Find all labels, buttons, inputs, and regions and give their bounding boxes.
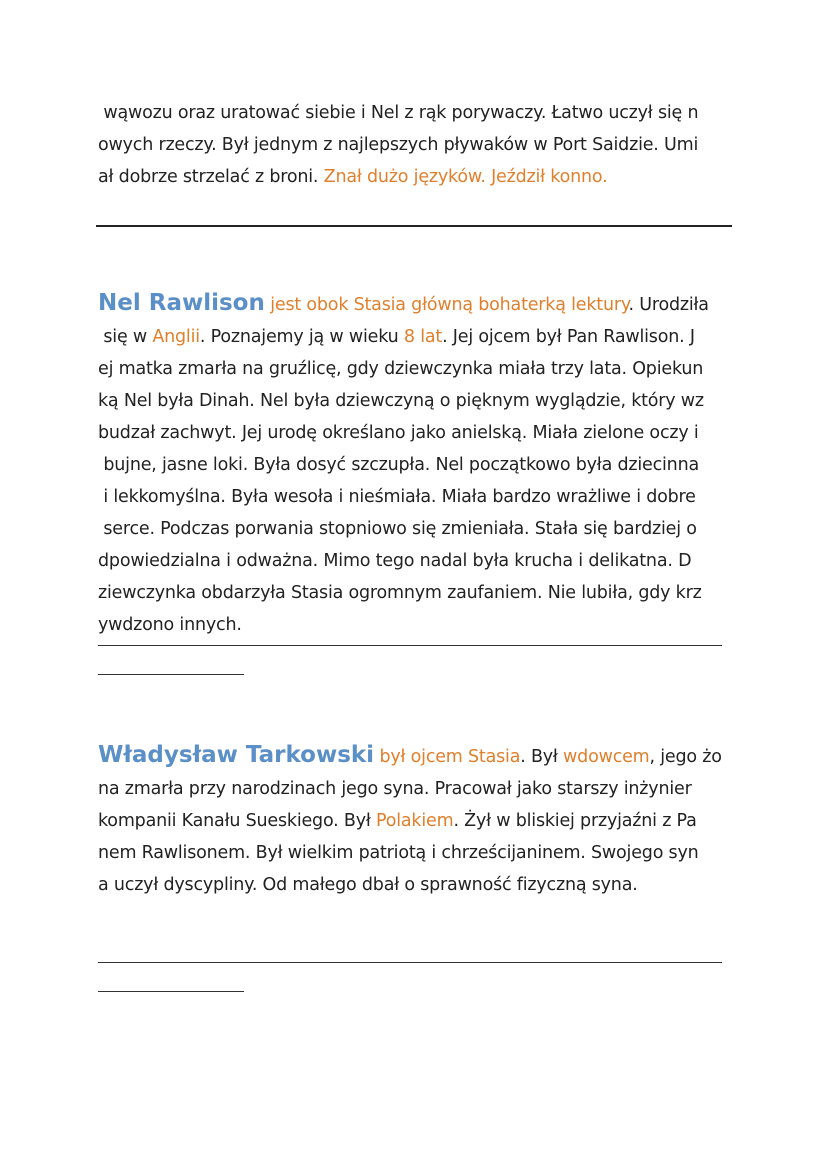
text-line: ał dobrze strzelać z broni. Znał dużo języków. Jeździł konno. (98, 167, 608, 187)
text-line: ej matka zmarła na gruźlicę, gdy dziewczynka miała trzy lata. Opiekun (98, 359, 704, 379)
text-line: bujne, jasne loki. Była dosyć szczupła. Nel początkowo była dziecinna (98, 455, 699, 475)
highlight-text: Znał dużo języków. Jeździł konno. (323, 167, 608, 187)
text-line: ziewczynka obdarzyła Stasia ogromnym zaufaniem. Nie lubiła, gdy krz (98, 583, 702, 603)
text-line: nem Rawlisonem. Był wielkim patriotą i chrześcijaninem. Swojego syn (98, 843, 699, 863)
text-line: Nel Rawlison jest obok Stasia główną bohaterką lektury. Urodziła (98, 290, 709, 316)
answer-line (98, 962, 722, 963)
answer-line (98, 991, 244, 992)
text-line: wąwozu oraz uratować siebie i Nel z rąk porywaczy. Łatwo uczył się n (98, 103, 699, 123)
text-line: ką Nel była Dinah. Nel była dziewczyną o pięknym wyglądzie, który wz (98, 391, 704, 411)
highlight-text: był ojcem Stasia (379, 747, 521, 767)
section-divider (96, 225, 732, 227)
text-line: kompanii Kanału Sueskiego. Był Polakiem. Żył w bliskiej przyjaźni z Pa (98, 811, 697, 831)
text-line: ywdzono innych. (98, 615, 242, 635)
highlight-text: Anglii (152, 327, 200, 347)
text-line: na zmarła przy narodzinach jego syna. Pracował jako starszy inżynier (98, 779, 692, 799)
text-line: się w Anglii. Poznajemy ją w wieku 8 lat. Jej ojcem był Pan Rawlison. J (98, 327, 695, 347)
text-line: a uczył dyscypliny. Od małego dbał o sprawność fizyczną syna. (98, 875, 638, 895)
nel-paragraph (98, 287, 738, 641)
text-line: serce. Podczas porwania stopniowo się zmieniała. Stała się bardziej o (98, 519, 697, 539)
text-line: i lekkomyślna. Była wesoła i nieśmiała. Miała bardzo wrażliwe i dobre (98, 487, 696, 507)
text-line: dpowiedzialna i odważna. Mimo tego nadal była krucha i delikatna. D (98, 551, 692, 571)
answer-line (98, 645, 722, 646)
highlight-text: Polakiem (376, 811, 454, 831)
highlight-text: jest obok Stasia główną bohaterką lektury (264, 295, 629, 315)
text-line: Władysław Tarkowski był ojcem Stasia. Był wdowcem, jego żo (98, 742, 722, 768)
character-name: Władysław Tarkowski (98, 742, 375, 768)
text-line: owych rzeczy. Był jednym z najlepszych pływaków w Port Saidzie. Umi (98, 135, 699, 155)
character-name: Nel Rawlison (98, 290, 265, 316)
wladyslaw-paragraph (98, 739, 738, 901)
highlight-text: wdowcem (563, 747, 650, 767)
intro-paragraph (98, 97, 738, 193)
highlight-text: 8 lat (403, 327, 443, 347)
text-line: budzał zachwyt. Jej urodę określano jako anielską. Miała zielone oczy i (98, 423, 699, 443)
answer-line (98, 674, 244, 675)
